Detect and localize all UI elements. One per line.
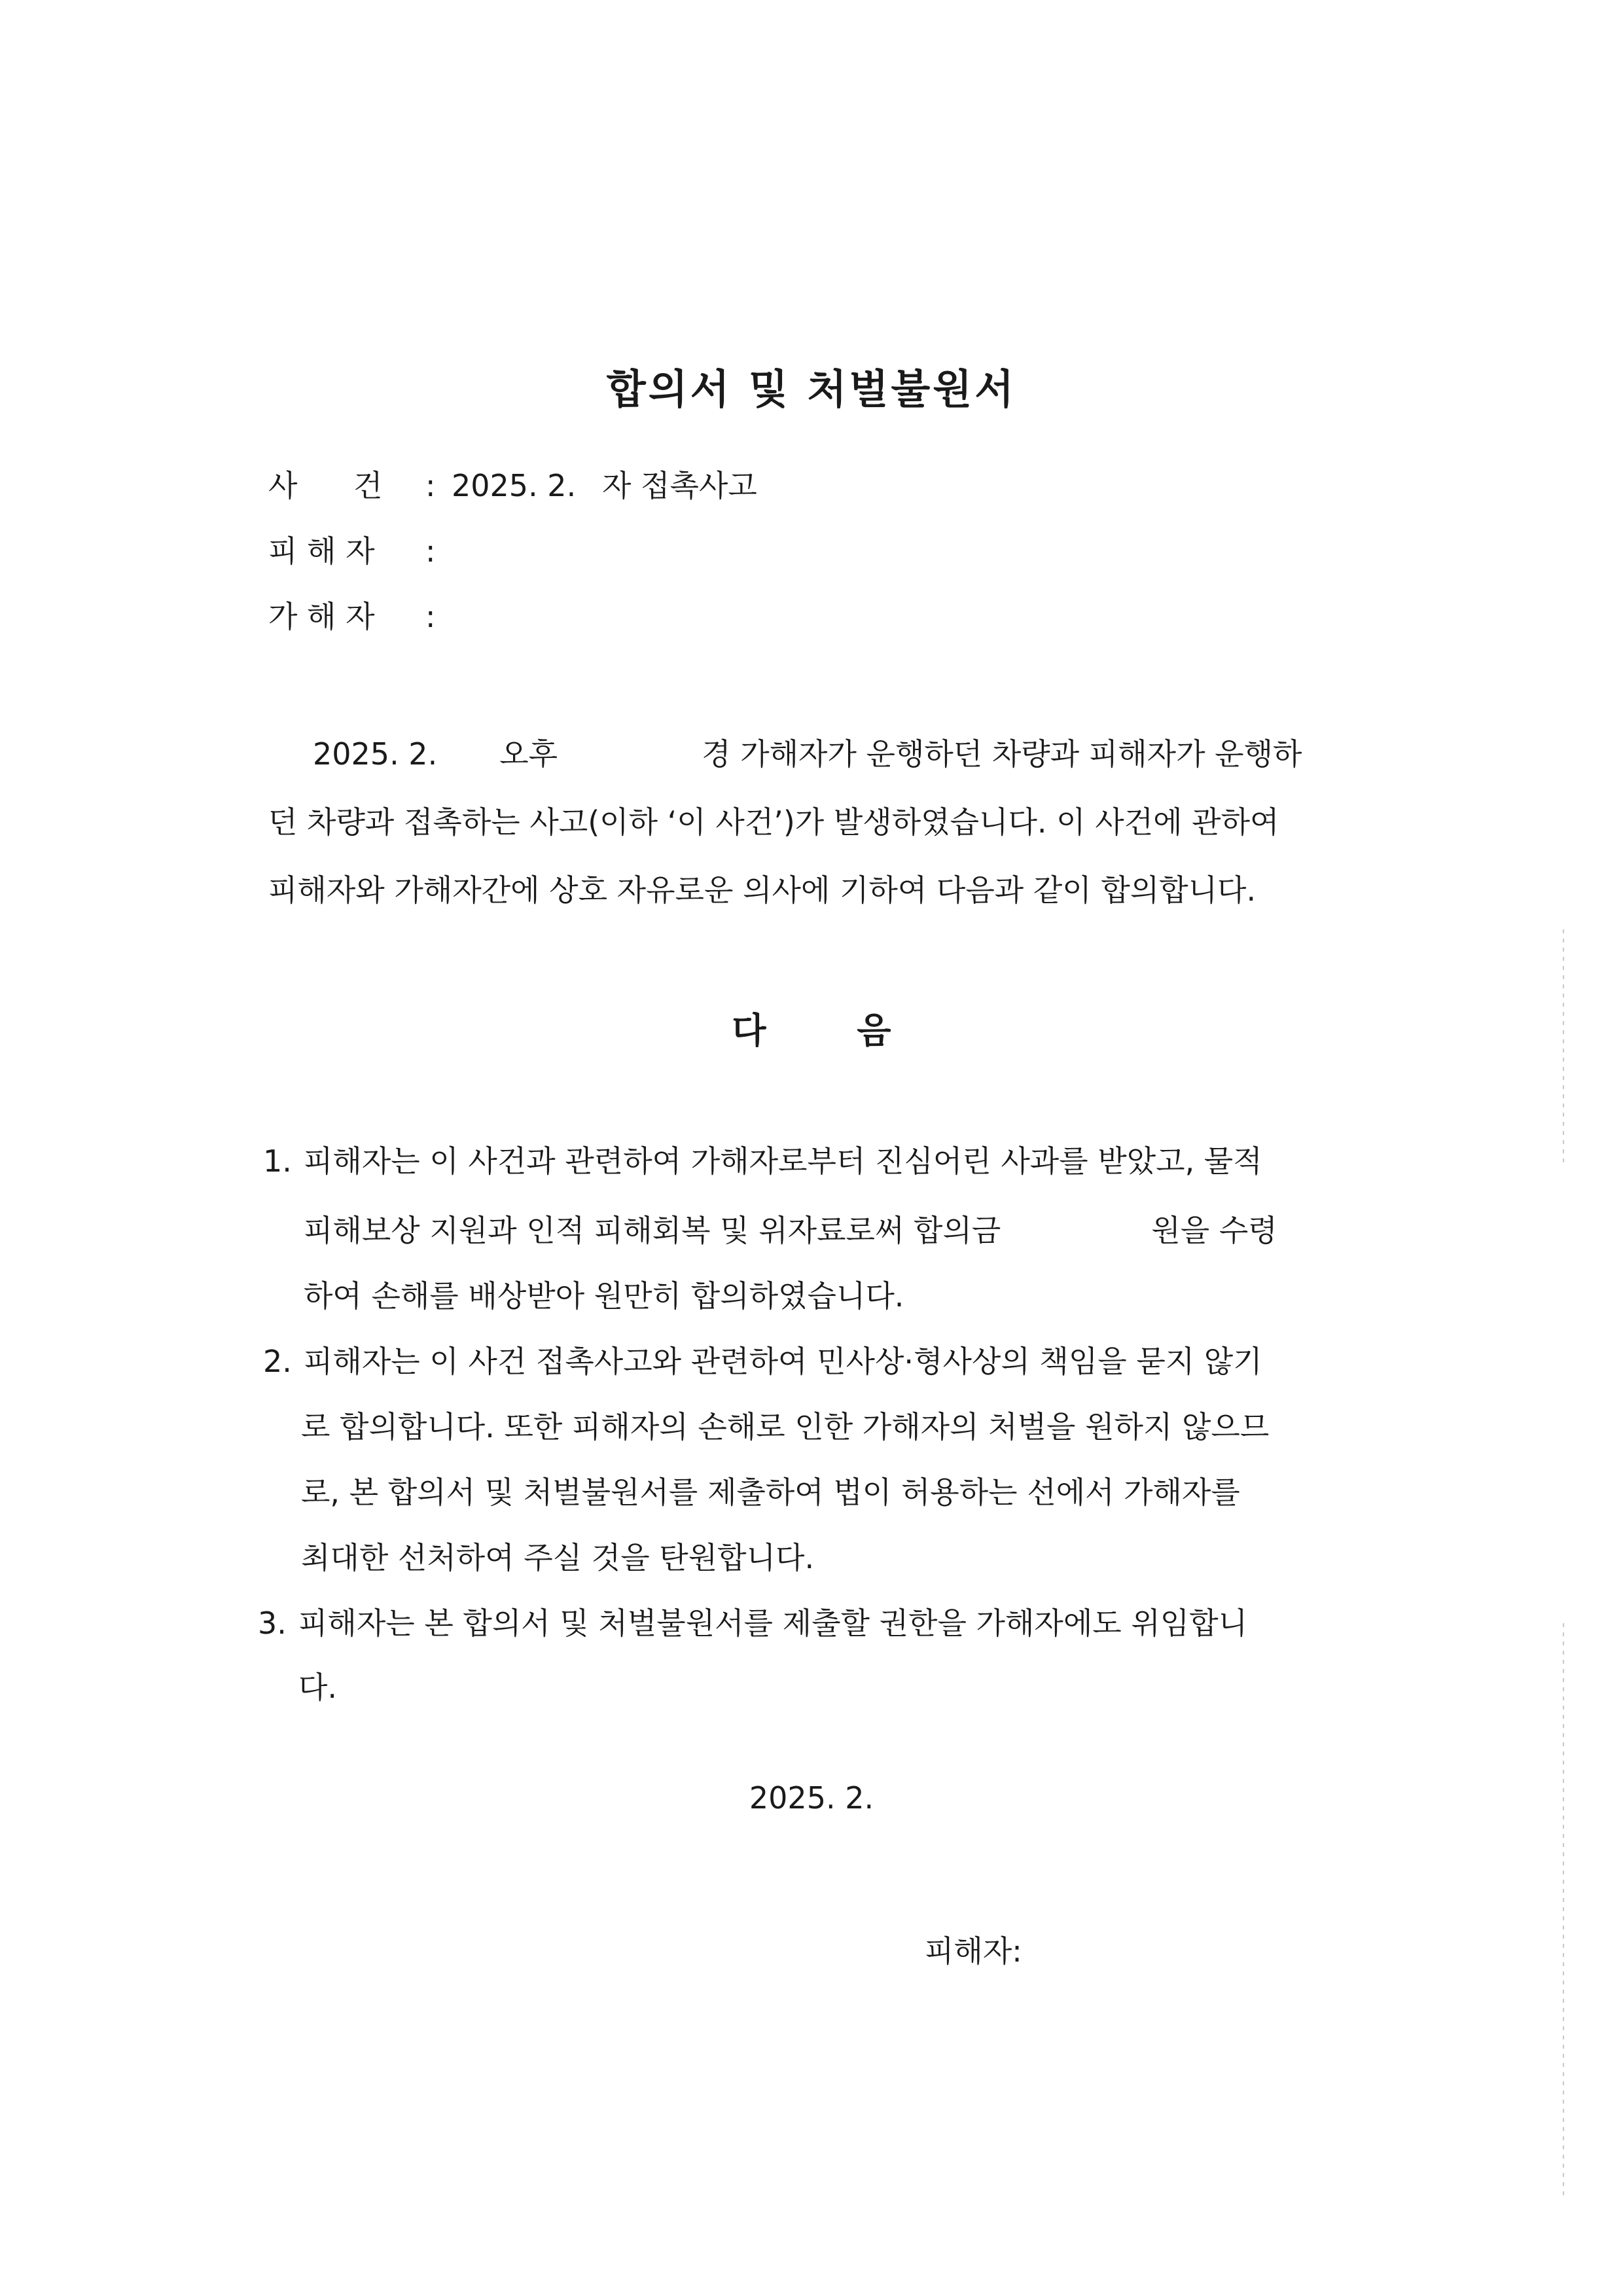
intro-date: 2025. 2. xyxy=(313,736,438,772)
field-case-date: 2025. 2. xyxy=(452,468,577,503)
intro-pm: 오후 xyxy=(499,736,558,772)
signature-victim-label: 피해자: xyxy=(925,1933,1022,1969)
item-2-line-2: 로 합의합니다. 또한 피해자의 손해로 인한 가해자의 처벌을 원하지 않으므 xyxy=(301,1409,1270,1444)
item-2-text-1: 피해자는 이 사건 접촉사고와 관련하여 민사상·형사상의 책임을 묻지 않기 xyxy=(304,1344,1262,1379)
field-case-label xyxy=(268,466,425,505)
item-1-number: 1. xyxy=(263,1143,292,1179)
field-case-label-b: 건 xyxy=(353,468,383,503)
field-case xyxy=(268,466,757,505)
item-1-line-2 xyxy=(304,1210,1277,1251)
item-1-text-2b: 원을 수령 xyxy=(1151,1213,1277,1248)
item-1-text-1: 피해자는 이 사건과 관련하여 가해자로부터 진심어린 사과를 받았고, 물적 xyxy=(304,1143,1262,1179)
field-victim-colon: : xyxy=(425,533,436,569)
intro-line-2: 던 차량과 접촉하는 사고(이하 ‘이 사건’)가 발생하였습니다. 이 사건에 관하여 xyxy=(268,804,1279,840)
section-heading: 다 음 xyxy=(732,1010,931,1051)
field-case-colon: : xyxy=(425,468,436,503)
item-1-line-1 xyxy=(263,1140,1262,1182)
item-3-line-1 xyxy=(258,1602,1247,1644)
field-case-rest: 자 접촉사고 xyxy=(602,468,757,503)
item-3-line-2: 다. xyxy=(298,1670,338,1705)
intro-line-1-rest: 경 가해자가 운행하던 차량과 피해자가 운행하 xyxy=(702,736,1302,772)
field-offender-colon: : xyxy=(425,599,436,634)
item-3-text-1: 피해자는 본 합의서 및 처벌불원서를 제출할 권한을 가해자에도 위임합니 xyxy=(298,1605,1248,1641)
signature-date: 2025. 2. xyxy=(749,1780,874,1816)
item-2-line-1 xyxy=(263,1340,1262,1382)
item-2-line-3: 로, 본 합의서 및 처벌불원서를 제출하여 법이 허용하는 선에서 가해자를 xyxy=(301,1475,1240,1510)
intro-line-3: 피해자와 가해자간에 상호 자유로운 의사에 기하여 다음과 같이 합의합니다. xyxy=(268,872,1257,908)
field-case-label-a: 사 xyxy=(268,468,298,503)
field-offender xyxy=(268,597,452,636)
scan-artifact-mark xyxy=(1563,929,1564,1165)
item-2-number: 2. xyxy=(263,1344,292,1379)
intro-line-1 xyxy=(313,733,1302,775)
document-title: 합의서 및 처벌불원서 xyxy=(606,365,1017,413)
field-victim xyxy=(268,531,452,571)
item-1-line-3: 하여 손해를 배상받아 원만히 합의하였습니다. xyxy=(304,1278,904,1314)
item-3-number: 3. xyxy=(258,1605,287,1641)
field-victim-label: 피 해 자 xyxy=(268,533,375,569)
item-1-text-2a: 피해보상 지원과 인적 피해회복 및 위자료로써 합의금 xyxy=(304,1213,1001,1248)
item-2-line-4: 최대한 선처하여 주실 것을 탄원합니다. xyxy=(301,1540,815,1575)
field-offender-label: 가 해 자 xyxy=(268,599,375,634)
scan-artifact-mark xyxy=(1563,1623,1564,2199)
